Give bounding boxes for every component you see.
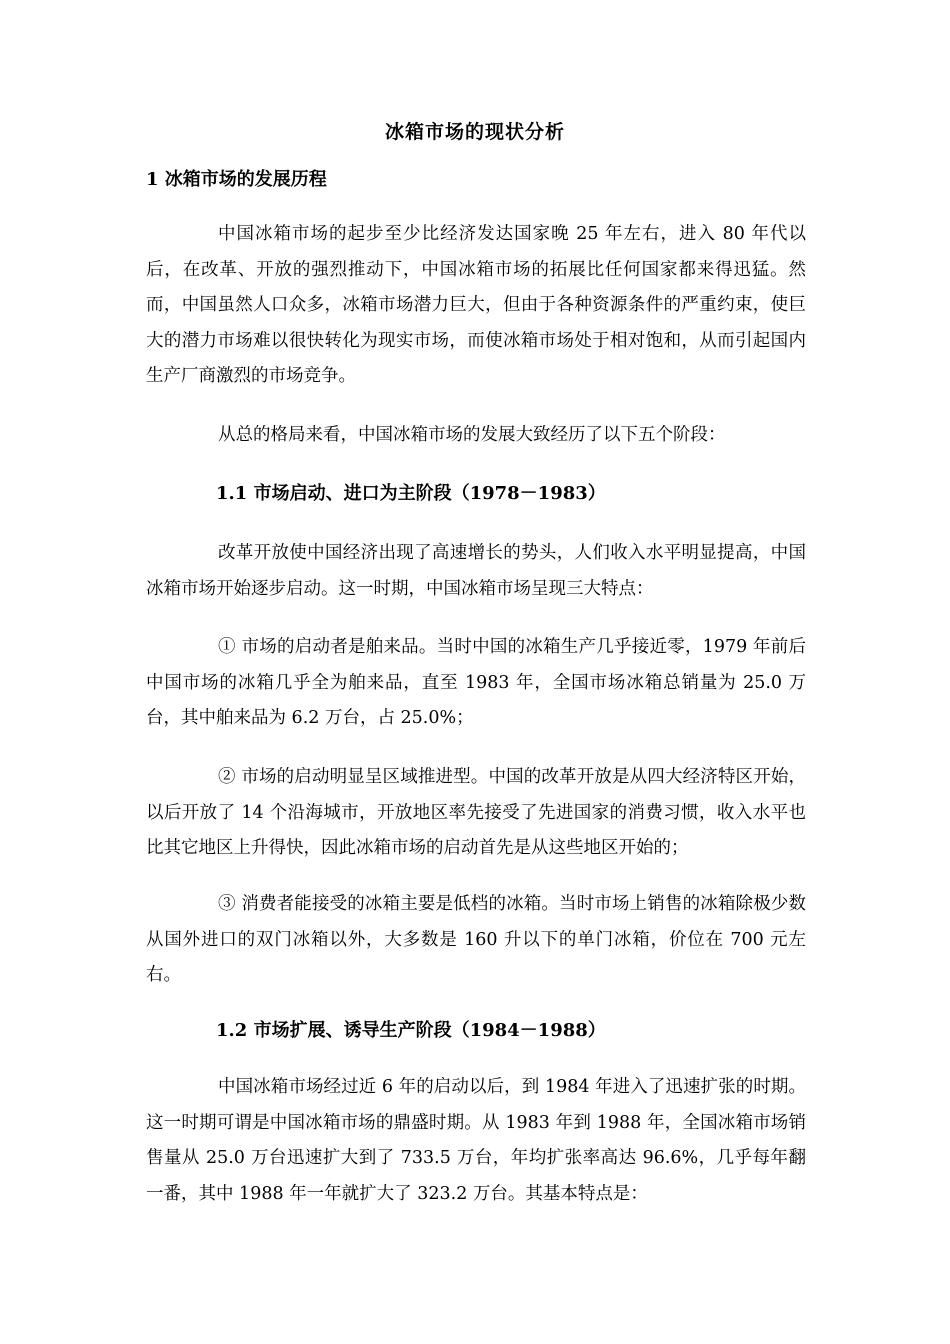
section-1-1-intro: 改革开放使中国经济出现了高速增长的势头，人们收入水平明显提高，中国冰箱市场开始逐步启动。这一时期，中国冰箱市场呈现三大特点：	[146, 543, 806, 599]
section-1-1-point-2: ② 市场的启动明显呈区域推进型。中国的改革开放是从四大经济特区开始，以后开放了 14 个沿海城市，开放地区率先接受了先进国家的消费习惯，收入水平也比其它地区上升得快，因此冰箱市场的启动首先是从这些地区开始的；	[146, 767, 806, 858]
section-1-1-point-1: ① 市场的启动者是舶来品。当时中国的冰箱生产几乎接近零，1979 年前后中国市场的冰箱几乎全为舶来品，直至 1983 年，全国市场冰箱总销量为 25.0 万台，其中舶来品为 6.2 万台，占 25.0%；	[146, 637, 806, 728]
section-1-1-point-3: ③ 消费者能接受的冰箱主要是低档的冰箱。当时市场上销售的冰箱除极少数从国外进口的双门冰箱以外，大多数是 160 升以下的单门冰箱，价位在 700 元左右。	[146, 894, 806, 985]
section-1-1-heading: 1.1 市场启动、进口为主阶段（1978－1983）	[216, 483, 606, 504]
stages-paragraph: 从总的格局来看，中国冰箱市场的发展大致经历了以下五个阶段：	[218, 425, 726, 445]
intro-paragraph: 中国冰箱市场的起步至少比经济发达国家晚 25 年左右，进入 80 年代以后，在改革、开放的强烈推动下，中国冰箱市场的拓展比任何国家都来得迅猛。然而，中国虽然人口众多，冰箱市场潜力巨大，但由于各种资源条件的严重约束，使巨大的潜力市场难以很快转化为现实市场，而使冰箱市场处于相对饱和，从而引起国内生产厂商激烈的市场竞争。	[146, 224, 806, 386]
section-1-2-heading: 1.2 市场扩展、诱导生产阶段（1984－1988）	[216, 1020, 606, 1041]
section-1-heading: 1 冰箱市场的发展历程	[146, 169, 327, 190]
section-1-2-intro: 中国冰箱市场经过近 6 年的启动以后，到 1984 年进入了迅速扩张的时期。这一时期可谓是中国冰箱市场的鼎盛时期。从 1983 年到 1988 年，全国冰箱市场销售量从 25.0 万台迅速扩大到了 733.5 万台，年均扩张率高达 96.6%，几乎每年翻一番，其中 1988 年一年就扩大了 323.2 万台。其基本特点是：	[146, 1077, 806, 1204]
document-title: 冰箱市场的现状分析	[384, 121, 565, 143]
